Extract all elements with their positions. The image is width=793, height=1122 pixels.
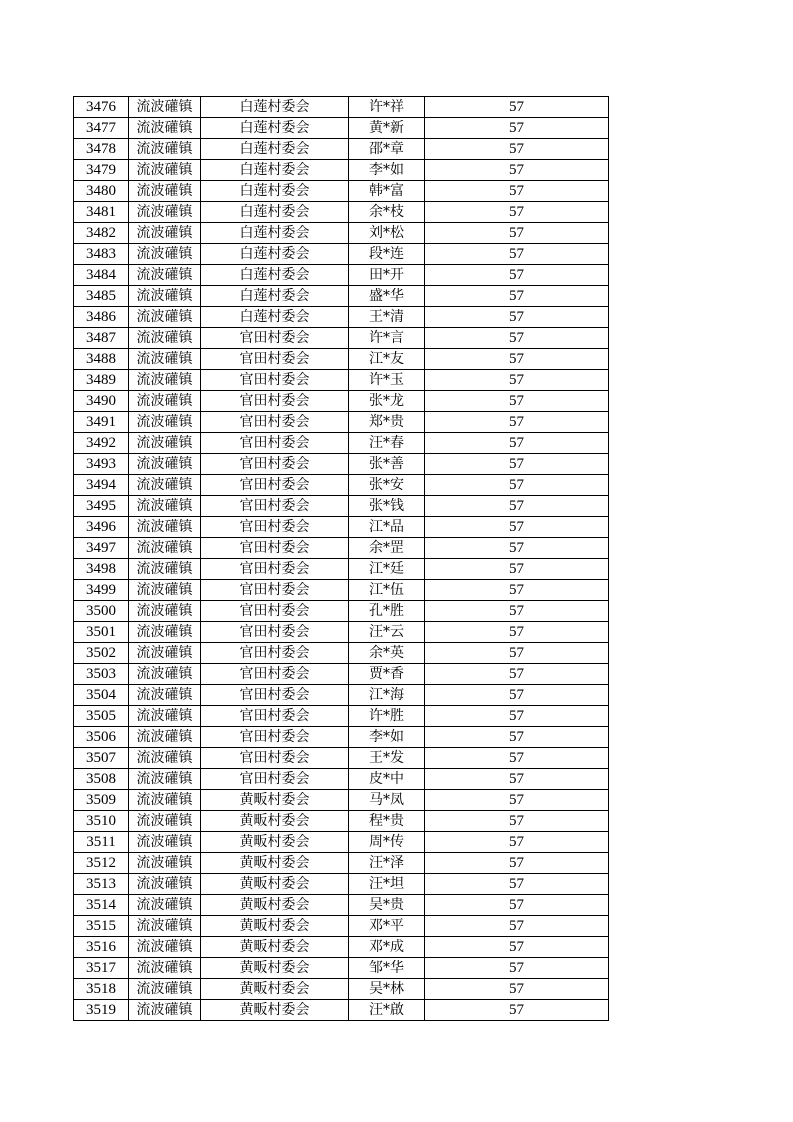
town-cell: 流波礶镇 [129,370,201,391]
value-cell: 57 [425,412,609,433]
village-cell: 黄畈村委会 [201,874,349,895]
town-cell: 流波礶镇 [129,832,201,853]
village-cell: 官田村委会 [201,580,349,601]
village-cell: 官田村委会 [201,433,349,454]
village-cell: 白莲村委会 [201,202,349,223]
town-cell: 流波礶镇 [129,769,201,790]
person-name-cell: 皮*中 [349,769,425,790]
person-name-cell: 邵*章 [349,139,425,160]
town-cell: 流波礶镇 [129,622,201,643]
village-cell: 黄畈村委会 [201,916,349,937]
value-cell: 57 [425,265,609,286]
row-number: 3478 [74,139,129,160]
person-name-cell: 王*清 [349,307,425,328]
town-cell: 流波礶镇 [129,433,201,454]
table-row [74,538,609,559]
value-cell: 57 [425,391,609,412]
table-row [74,580,609,601]
person-name-cell: 刘*松 [349,223,425,244]
town-cell: 流波礶镇 [129,916,201,937]
person-name-cell: 许*祥 [349,97,425,118]
village-cell: 黄畈村委会 [201,958,349,979]
table-row [74,223,609,244]
value-cell: 57 [425,370,609,391]
table-row [74,685,609,706]
town-cell: 流波礶镇 [129,559,201,580]
village-cell: 官田村委会 [201,496,349,517]
village-cell: 白莲村委会 [201,160,349,181]
value-cell: 57 [425,496,609,517]
row-number: 3491 [74,412,129,433]
table-row [74,790,609,811]
row-number: 3488 [74,349,129,370]
person-name-cell: 李*如 [349,160,425,181]
row-number: 3505 [74,706,129,727]
person-name-cell: 李*如 [349,727,425,748]
village-cell: 黄畈村委会 [201,937,349,958]
village-cell: 官田村委会 [201,622,349,643]
town-cell: 流波礶镇 [129,643,201,664]
town-cell: 流波礶镇 [129,958,201,979]
value-cell: 57 [425,727,609,748]
row-number: 3506 [74,727,129,748]
table-row [74,370,609,391]
village-cell: 黄畈村委会 [201,853,349,874]
value-cell: 57 [425,307,609,328]
town-cell: 流波礶镇 [129,139,201,160]
table-row [74,664,609,685]
person-name-cell: 江*友 [349,349,425,370]
person-name-cell: 余*枝 [349,202,425,223]
table-row [74,118,609,139]
value-cell: 57 [425,454,609,475]
person-name-cell: 汪*春 [349,433,425,454]
row-number: 3497 [74,538,129,559]
row-number: 3515 [74,916,129,937]
village-cell: 白莲村委会 [201,265,349,286]
table-row [74,517,609,538]
town-cell: 流波礶镇 [129,706,201,727]
village-cell: 官田村委会 [201,538,349,559]
row-number: 3507 [74,748,129,769]
row-number: 3518 [74,979,129,1000]
value-cell: 57 [425,286,609,307]
table-row [74,853,609,874]
value-cell: 57 [425,979,609,1000]
town-cell: 流波礶镇 [129,160,201,181]
value-cell: 57 [425,601,609,622]
town-cell: 流波礶镇 [129,538,201,559]
person-name-cell: 盛*华 [349,286,425,307]
row-number: 3498 [74,559,129,580]
table-row [74,139,609,160]
person-name-cell: 周*传 [349,832,425,853]
row-number: 3510 [74,811,129,832]
person-name-cell: 汪*泽 [349,853,425,874]
person-name-cell: 许*言 [349,328,425,349]
value-cell: 57 [425,958,609,979]
person-name-cell: 孔*胜 [349,601,425,622]
person-name-cell: 邓*成 [349,937,425,958]
village-cell: 官田村委会 [201,727,349,748]
town-cell: 流波礶镇 [129,118,201,139]
village-cell: 白莲村委会 [201,97,349,118]
value-cell: 57 [425,769,609,790]
value-cell: 57 [425,790,609,811]
row-number: 3519 [74,1000,129,1021]
person-name-cell: 余*英 [349,643,425,664]
town-cell: 流波礶镇 [129,496,201,517]
value-cell: 57 [425,559,609,580]
table-row [74,181,609,202]
value-cell: 57 [425,328,609,349]
row-number: 3481 [74,202,129,223]
row-number: 3485 [74,286,129,307]
table-row [74,748,609,769]
table-row [74,811,609,832]
town-cell: 流波礶镇 [129,265,201,286]
village-cell: 官田村委会 [201,664,349,685]
value-cell: 57 [425,748,609,769]
village-cell: 官田村委会 [201,748,349,769]
value-cell: 57 [425,538,609,559]
town-cell: 流波礶镇 [129,811,201,832]
row-number: 3496 [74,517,129,538]
person-name-cell: 郑*贵 [349,412,425,433]
person-name-cell: 汪*云 [349,622,425,643]
village-cell: 白莲村委会 [201,223,349,244]
row-number: 3513 [74,874,129,895]
table-row [74,706,609,727]
value-cell: 57 [425,181,609,202]
table-row [74,391,609,412]
village-cell: 黄畈村委会 [201,1000,349,1021]
town-cell: 流波礶镇 [129,454,201,475]
village-cell: 白莲村委会 [201,307,349,328]
person-name-cell: 吴*林 [349,979,425,1000]
table-row [74,412,609,433]
row-number: 3493 [74,454,129,475]
person-name-cell: 田*开 [349,265,425,286]
table-row [74,454,609,475]
table-row [74,643,609,664]
value-cell: 57 [425,244,609,265]
person-name-cell: 吴*贵 [349,895,425,916]
village-cell: 官田村委会 [201,559,349,580]
person-name-cell: 余*罡 [349,538,425,559]
table-row [74,874,609,895]
value-cell: 57 [425,118,609,139]
table-row [74,601,609,622]
row-number: 3480 [74,181,129,202]
row-number: 3511 [74,832,129,853]
value-cell: 57 [425,895,609,916]
value-cell: 57 [425,349,609,370]
row-number: 3502 [74,643,129,664]
town-cell: 流波礶镇 [129,601,201,622]
town-cell: 流波礶镇 [129,286,201,307]
town-cell: 流波礶镇 [129,328,201,349]
row-number: 3514 [74,895,129,916]
table-row [74,979,609,1000]
document-sheet [73,96,609,1021]
value-cell: 57 [425,853,609,874]
village-cell: 白莲村委会 [201,139,349,160]
town-cell: 流波礶镇 [129,895,201,916]
village-cell: 官田村委会 [201,517,349,538]
table-row [74,832,609,853]
row-number: 3484 [74,265,129,286]
table-row [74,97,609,118]
value-cell: 57 [425,685,609,706]
village-cell: 黄畈村委会 [201,979,349,1000]
village-cell: 白莲村委会 [201,286,349,307]
value-cell: 57 [425,706,609,727]
row-number: 3501 [74,622,129,643]
row-number: 3490 [74,391,129,412]
table-row [74,895,609,916]
town-cell: 流波礶镇 [129,412,201,433]
records-table-body [74,97,609,1021]
town-cell: 流波礶镇 [129,202,201,223]
table-row [74,328,609,349]
value-cell: 57 [425,202,609,223]
row-number: 3503 [74,664,129,685]
town-cell: 流波礶镇 [129,517,201,538]
table-row [74,265,609,286]
village-cell: 官田村委会 [201,391,349,412]
records-table [73,96,609,1021]
person-name-cell: 许*胜 [349,706,425,727]
village-cell: 官田村委会 [201,475,349,496]
town-cell: 流波礶镇 [129,1000,201,1021]
town-cell: 流波礶镇 [129,391,201,412]
row-number: 3495 [74,496,129,517]
row-number: 3476 [74,97,129,118]
table-row [74,958,609,979]
value-cell: 57 [425,643,609,664]
table-row [74,202,609,223]
person-name-cell: 江*伍 [349,580,425,601]
value-cell: 57 [425,916,609,937]
village-cell: 黄畈村委会 [201,811,349,832]
village-cell: 官田村委会 [201,328,349,349]
table-row [74,433,609,454]
village-cell: 官田村委会 [201,601,349,622]
town-cell: 流波礶镇 [129,874,201,895]
person-name-cell: 许*玉 [349,370,425,391]
value-cell: 57 [425,622,609,643]
person-name-cell: 黄*新 [349,118,425,139]
table-row [74,727,609,748]
row-number: 3504 [74,685,129,706]
town-cell: 流波礶镇 [129,937,201,958]
town-cell: 流波礶镇 [129,979,201,1000]
table-row [74,622,609,643]
table-row [74,307,609,328]
town-cell: 流波礶镇 [129,181,201,202]
village-cell: 官田村委会 [201,685,349,706]
person-name-cell: 程*贵 [349,811,425,832]
person-name-cell: 王*发 [349,748,425,769]
row-number: 3499 [74,580,129,601]
value-cell: 57 [425,160,609,181]
village-cell: 官田村委会 [201,370,349,391]
town-cell: 流波礶镇 [129,307,201,328]
row-number: 3492 [74,433,129,454]
town-cell: 流波礶镇 [129,664,201,685]
row-number: 3508 [74,769,129,790]
person-name-cell: 邓*平 [349,916,425,937]
table-row [74,286,609,307]
row-number: 3487 [74,328,129,349]
value-cell: 57 [425,433,609,454]
village-cell: 官田村委会 [201,769,349,790]
person-name-cell: 韩*富 [349,181,425,202]
town-cell: 流波礶镇 [129,727,201,748]
value-cell: 57 [425,223,609,244]
person-name-cell: 汪*坦 [349,874,425,895]
town-cell: 流波礶镇 [129,244,201,265]
row-number: 3509 [74,790,129,811]
village-cell: 白莲村委会 [201,118,349,139]
row-number: 3500 [74,601,129,622]
row-number: 3479 [74,160,129,181]
village-cell: 官田村委会 [201,454,349,475]
row-number: 3483 [74,244,129,265]
village-cell: 白莲村委会 [201,244,349,265]
person-name-cell: 张*安 [349,475,425,496]
town-cell: 流波礶镇 [129,685,201,706]
row-number: 3516 [74,937,129,958]
row-number: 3486 [74,307,129,328]
village-cell: 黄畈村委会 [201,790,349,811]
value-cell: 57 [425,874,609,895]
row-number: 3494 [74,475,129,496]
table-row [74,160,609,181]
town-cell: 流波礶镇 [129,97,201,118]
person-name-cell: 贾*香 [349,664,425,685]
village-cell: 黄畈村委会 [201,895,349,916]
table-row [74,1000,609,1021]
person-name-cell: 江*品 [349,517,425,538]
town-cell: 流波礶镇 [129,349,201,370]
village-cell: 官田村委会 [201,706,349,727]
value-cell: 57 [425,1000,609,1021]
person-name-cell: 汪*啟 [349,1000,425,1021]
town-cell: 流波礶镇 [129,748,201,769]
table-row [74,559,609,580]
table-row [74,496,609,517]
person-name-cell: 江*海 [349,685,425,706]
value-cell: 57 [425,517,609,538]
table-row [74,349,609,370]
table-row [74,769,609,790]
row-number: 3482 [74,223,129,244]
person-name-cell: 张*钱 [349,496,425,517]
village-cell: 白莲村委会 [201,181,349,202]
value-cell: 57 [425,139,609,160]
value-cell: 57 [425,475,609,496]
row-number: 3517 [74,958,129,979]
row-number: 3477 [74,118,129,139]
person-name-cell: 邹*华 [349,958,425,979]
value-cell: 57 [425,97,609,118]
town-cell: 流波礶镇 [129,580,201,601]
person-name-cell: 马*凤 [349,790,425,811]
village-cell: 官田村委会 [201,349,349,370]
person-name-cell: 江*廷 [349,559,425,580]
person-name-cell: 张*善 [349,454,425,475]
value-cell: 57 [425,580,609,601]
village-cell: 黄畈村委会 [201,832,349,853]
row-number: 3489 [74,370,129,391]
town-cell: 流波礶镇 [129,853,201,874]
value-cell: 57 [425,811,609,832]
village-cell: 官田村委会 [201,412,349,433]
person-name-cell: 段*连 [349,244,425,265]
table-row [74,937,609,958]
value-cell: 57 [425,832,609,853]
town-cell: 流波礶镇 [129,790,201,811]
person-name-cell: 张*龙 [349,391,425,412]
town-cell: 流波礶镇 [129,475,201,496]
row-number: 3512 [74,853,129,874]
value-cell: 57 [425,664,609,685]
village-cell: 官田村委会 [201,643,349,664]
town-cell: 流波礶镇 [129,223,201,244]
value-cell: 57 [425,937,609,958]
table-row [74,244,609,265]
table-row [74,916,609,937]
table-row [74,475,609,496]
